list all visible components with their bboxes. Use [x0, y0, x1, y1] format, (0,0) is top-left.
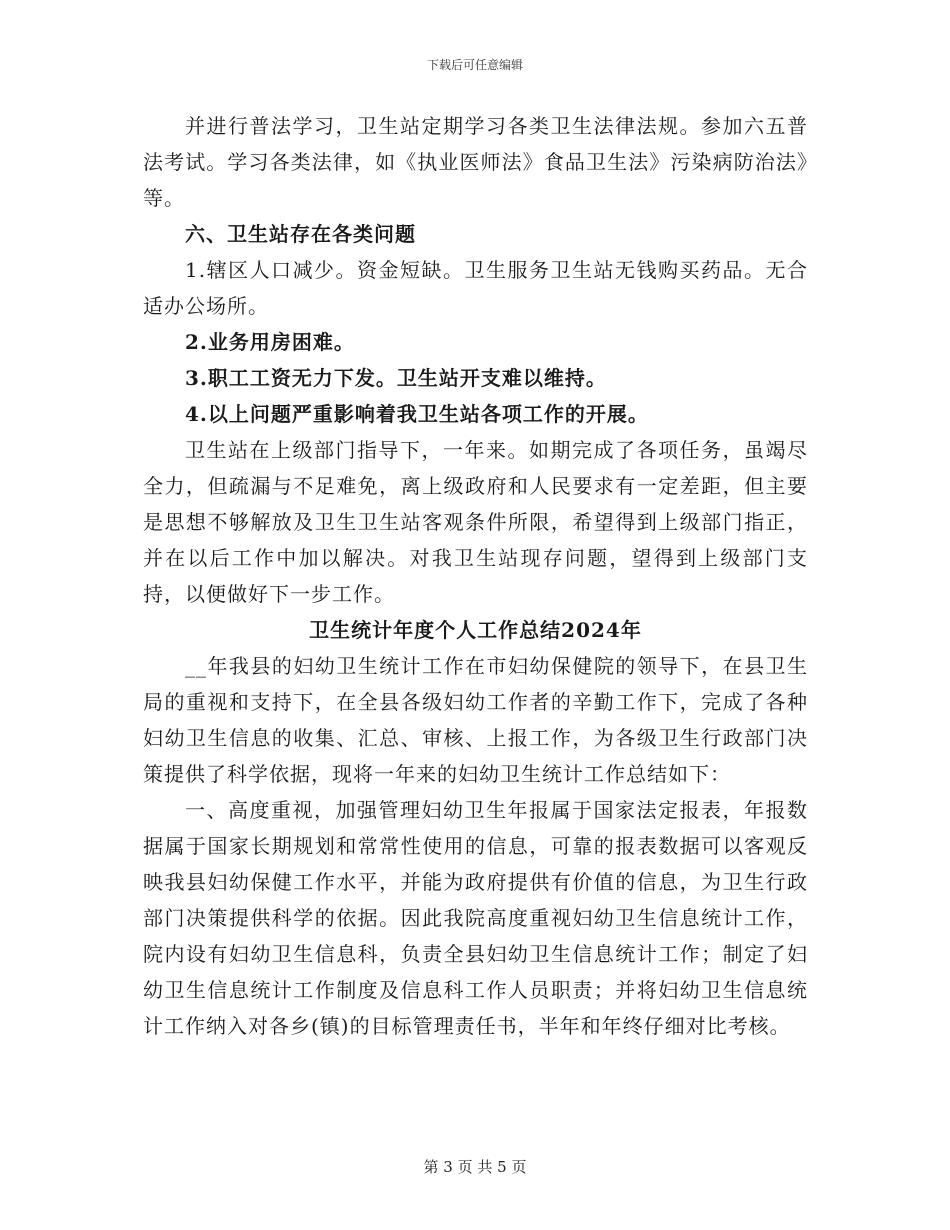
problem-item-3: 3.职工工资无力下发。卫生站开支难以维持。: [185, 366, 607, 390]
problem-item-4: 4.以上问题严重影响着我卫生站各项工作的开展。: [185, 402, 649, 426]
document-body: [143, 108, 808, 1044]
paragraph-section-one: 一、高度重视，加强管理妇幼卫生年报属于国家法定报表，年报数据属于国家长期规划和常常性使用的信息，可靠的报表数据可以客观反映我县妇幼保健工作水平，并能为政府提供有价值的信息，为卫生行政部门决策提供科学的依据。因此我院高度重视妇幼卫生信息统计工作，院内设有妇幼卫生信息科，负责全县妇幼卫生信息统计工作；制定了妇幼卫生信息统计工作制度及信息科工作人员职责；并将妇幼卫生信息统计工作纳入对各乡(镇)的目标管理责任书，半年和年终仔细对比考核。: [143, 798, 808, 1038]
problem-item-2: 2.业务用房困难。: [185, 330, 355, 354]
paragraph-law-study: 并进行普法学习，卫生站定期学习各类卫生法律法规。参加六五普法考试。学习各类法律，如《执业医师法》食品卫生法》污染病防治法》等。: [143, 114, 808, 210]
page-number: 第 3 页 共 5 页: [423, 1158, 527, 1176]
paragraph-conclusion: 卫生站在上级部门指导下，一年来。如期完成了各项任务，虽竭尽全力，但疏漏与不足难免，离上级政府和人民要求有一定差距，但主要是思想不够解放及卫生卫生站客观条件所限，希望得到上级部门指正，并在以后工作中加以解决。对我卫生站现存问题，望得到上级部门支持，以便做好下一步工作。: [143, 438, 808, 606]
section-heading-problems: 六、卫生站存在各类问题: [185, 222, 416, 246]
problem-item-1: 1.辖区人口减少。资金短缺。卫生服务卫生站无钱购买药品。无合适办公场所。: [143, 258, 808, 318]
document-title: 卫生统计年度个人工作总结2024年: [309, 618, 642, 642]
page-header-note: 下载后可任意编辑: [426, 58, 523, 72]
paragraph-intro: __年我县的妇幼卫生统计工作在市妇幼保健院的领导下，在县卫生局的重视和支持下，在全县各级妇幼工作者的辛勤工作下，完成了各种妇幼卫生信息的收集、汇总、审核、上报工作，为各级卫生行政部门决策提供了科学依据，现将一年来的妇幼卫生统计工作总结如下：: [143, 654, 808, 786]
